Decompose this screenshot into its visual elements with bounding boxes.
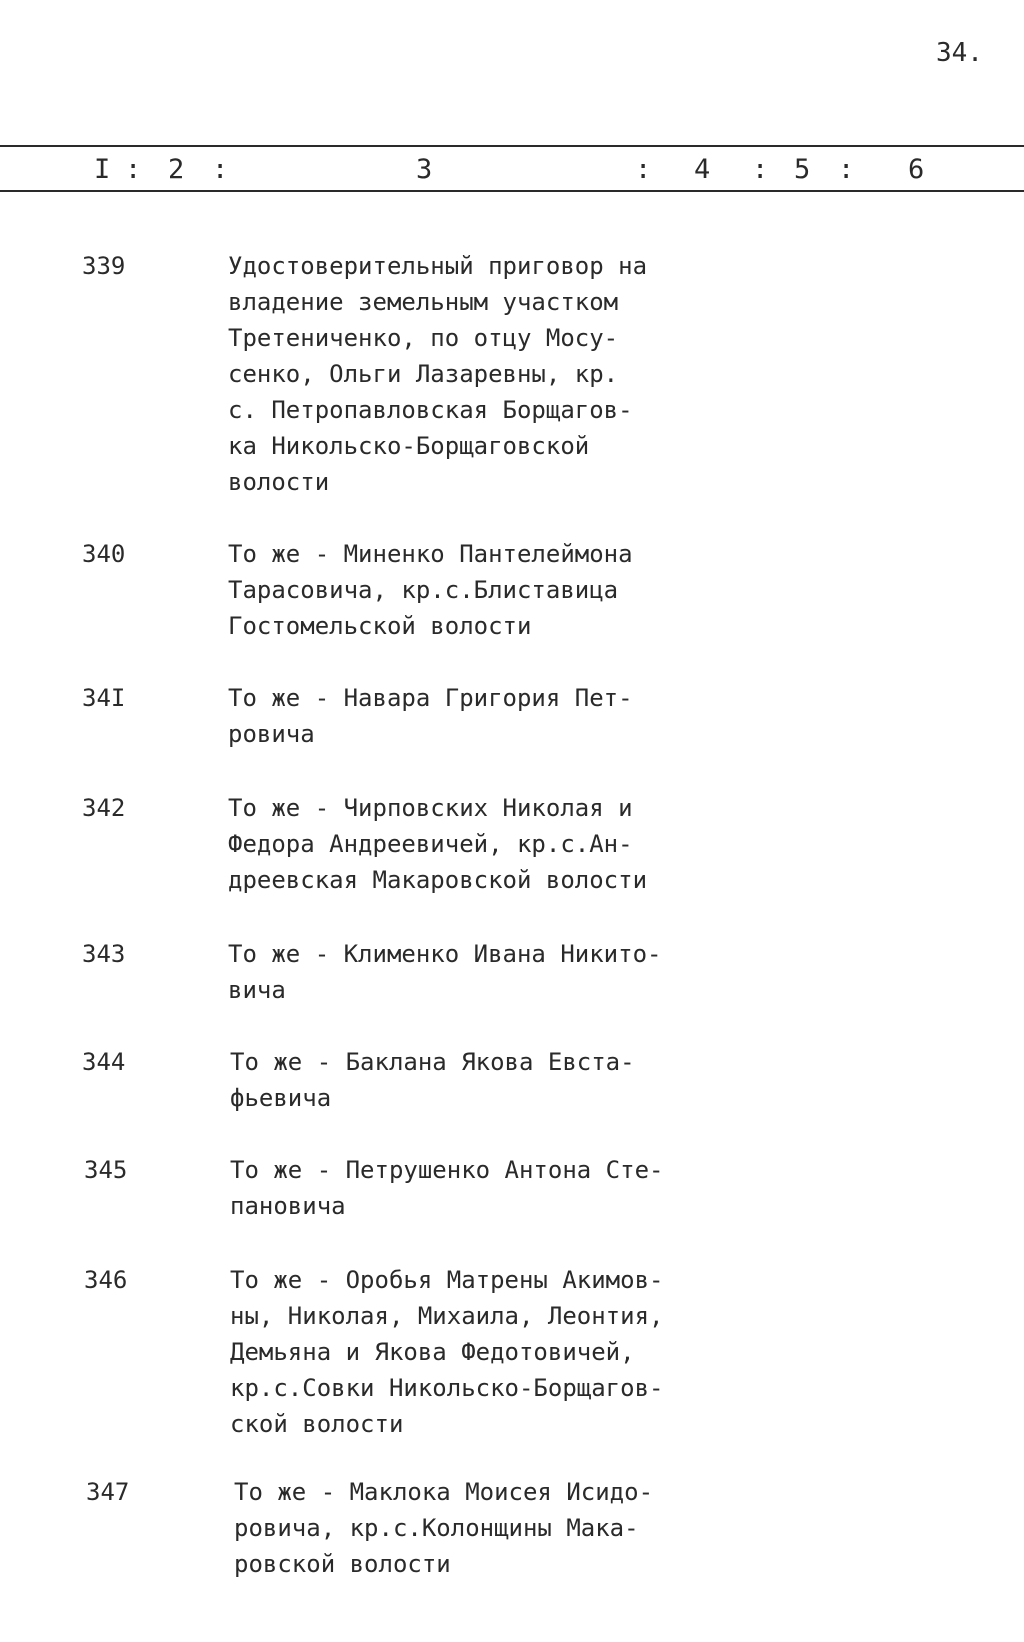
entry-number: 343 [82, 940, 126, 968]
entry-number: 340 [82, 540, 126, 568]
entry-number: 342 [82, 794, 126, 822]
entry-text: То же - Баклана Якова Евста- фьевича [230, 1048, 635, 1112]
entry-number: 339 [82, 252, 126, 280]
entry-text: То же - Клименко Ивана Никито- вича [228, 940, 662, 1004]
column-separator: : [212, 154, 229, 185]
column-header-1: I [94, 154, 111, 185]
column-header-5: 5 [794, 154, 811, 185]
entry-text: То же - Петрушенко Антона Сте- пановича [230, 1156, 664, 1220]
entry-text: Удостоверительный приговор на владение земельным участком Третениченко, по отцу Мосу- сенко, Ольги Лазаревны, кр. с. Петропавловская Борщагов- ка Никольско-Борщаговской волости [228, 252, 648, 496]
entry-text: То же - Маклока Моисея Исидо- ровича, кр.с.Колонщины Мака- ровской волости [234, 1478, 654, 1578]
column-header-2: 2 [168, 154, 185, 185]
column-separator: : [125, 154, 142, 185]
header-bottom-rule [0, 190, 1024, 192]
entry-number: 347 [86, 1478, 130, 1506]
column-separator: : [752, 154, 769, 185]
column-separator: : [635, 154, 652, 185]
page-number: 34. [936, 38, 983, 68]
column-header-4: 4 [694, 154, 711, 185]
entry-text: То же - Оробья Матрены Акимов- ны, Николая, Михаила, Леонтия, Демьяна и Якова Федотовичей, кр.с.Совки Никольско-Борщагов- ской волости [230, 1266, 664, 1438]
entry-number: 34I [82, 684, 126, 712]
entry-number: 345 [84, 1156, 128, 1184]
column-separator: : [838, 154, 855, 185]
entry-text: То же - Чирповских Николая и Федора Андреевичей, кр.с.Ан- дреевская Макаровской волости [228, 794, 648, 894]
entry-number: 344 [82, 1048, 126, 1076]
header-top-rule [0, 145, 1024, 147]
column-header-6: 6 [908, 154, 925, 185]
entry-text: То же - Навара Григория Пет- ровича [228, 684, 633, 748]
column-header-3: 3 [416, 154, 433, 185]
entry-number: 346 [84, 1266, 128, 1294]
entry-text: То же - Миненко Пантелеймона Тарасовича, кр.с.Блиставица Гостомельской волости [228, 540, 633, 640]
